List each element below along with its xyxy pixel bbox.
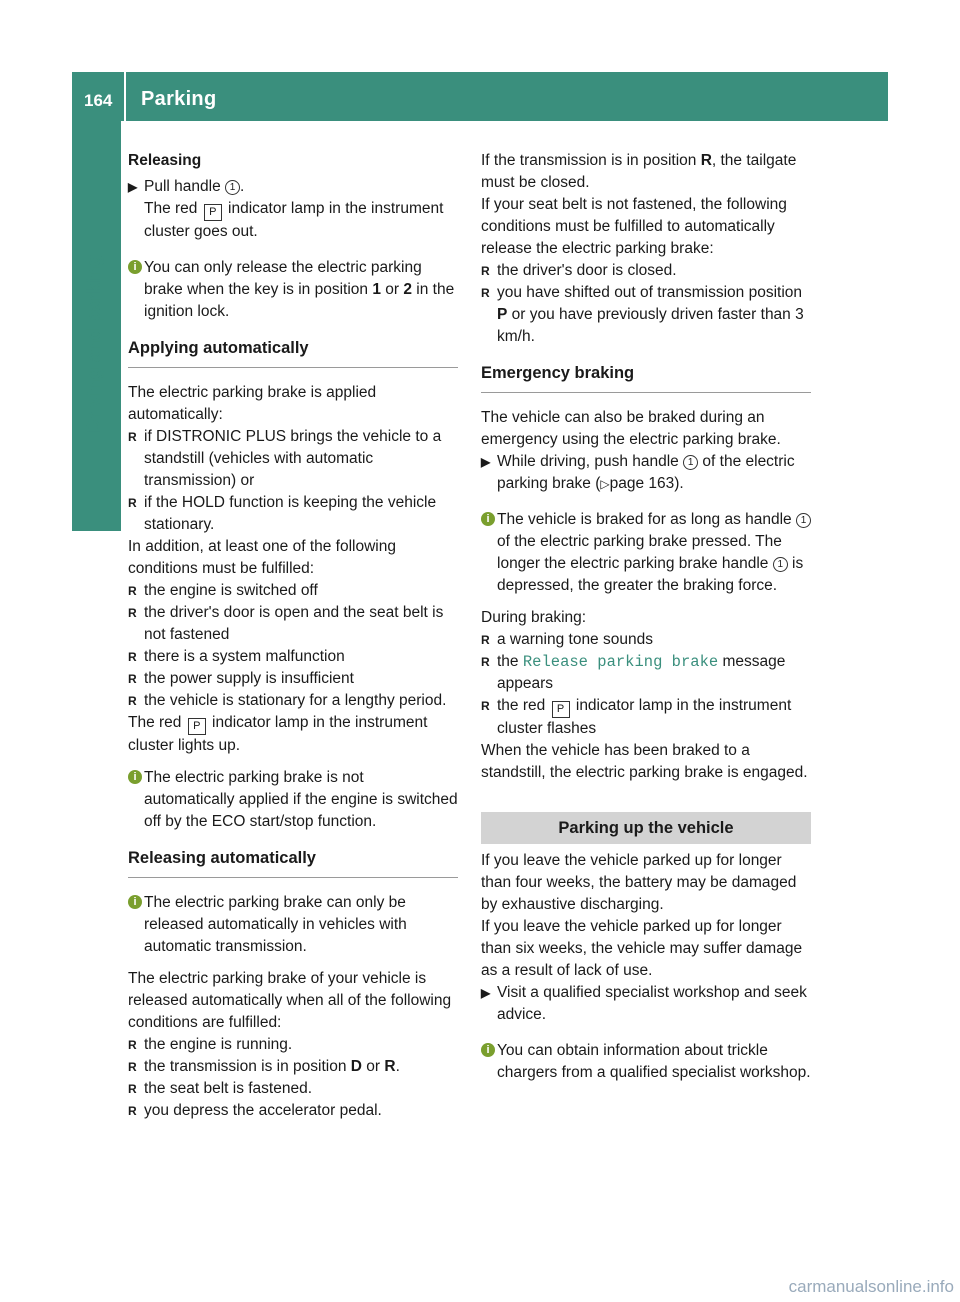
bullet-icon: R — [128, 1038, 137, 1052]
list-item: R the driver's door is closed. — [481, 260, 811, 282]
header-divider — [124, 72, 126, 121]
list-item: R if DISTRONIC PLUS brings the vehicle to a standstill (vehicles with automatic transmission) or — [128, 428, 442, 489]
bullet-icon: R — [481, 699, 490, 713]
bullet-icon: R — [128, 430, 137, 444]
bullet-icon: R — [128, 496, 137, 510]
left-column — [128, 150, 458, 1122]
applying-automatically-title: Applying automatically — [128, 337, 458, 368]
emergency-braking-title: Emergency braking — [481, 362, 811, 393]
info-icon: i — [128, 260, 142, 274]
standstill-text: When the vehicle has been braked to a standstill, the electric parking brake is engaged. — [481, 742, 808, 781]
list-item: R the driver's door is open and the seat belt is not fastened — [128, 604, 444, 643]
info-note: i The electric parking brake is not automatically applied if the engine is switched off by the ECO start/stop function. — [128, 767, 458, 833]
watermark: carmanualsonline.info — [788, 1277, 954, 1296]
bullet-icon: R — [481, 633, 490, 647]
list-item: R if the HOLD function is keeping the vehicle stationary. — [128, 494, 437, 533]
info-note: i The vehicle is braked for as long as handle 1 of the electric parking brake pressed. The longer the electric parking brake handle 1 is depressed, the greater the braking force. — [481, 509, 811, 597]
during-braking-text: During braking: — [481, 609, 587, 626]
seatbelt-text: If your seat belt is not fastened, the following conditions must be fulfilled to automatically release the electric parking brake: — [481, 196, 787, 257]
parking-up-text: If you leave the vehicle parked up for longer than four weeks, the battery may be damaged by exhaustive discharging. — [481, 852, 797, 913]
parking-brake-lamp-icon: P — [204, 204, 222, 221]
list-item: R the Release parking brake message appears — [481, 653, 786, 692]
bullet-icon: R — [128, 1060, 137, 1074]
chapter-label: Driving and parking — [84, 254, 105, 433]
releasing-automatically-title: Releasing automatically — [128, 847, 458, 878]
list-item: R the engine is switched off — [128, 580, 458, 602]
section-title: Parking — [141, 88, 217, 110]
parking-brake-lamp-icon: P — [552, 701, 570, 718]
list-item: R you have shifted out of transmission position P or you have previously driven faster than 3 km/h. — [481, 284, 804, 345]
step-arrow-icon: ▶ — [481, 455, 491, 469]
bullet-icon: R — [128, 1104, 137, 1118]
list-item: R a warning tone sounds — [481, 629, 811, 651]
bullet-icon: R — [128, 606, 137, 620]
emergency-step: ▶ While driving, push handle 1 of the electric parking brake (▷page 163). — [481, 453, 795, 492]
info-icon: i — [128, 770, 142, 784]
parking-brake-lamp-icon: P — [188, 718, 206, 735]
page-reference-icon: ▷ — [600, 477, 610, 491]
list-item: R the seat belt is fastened. — [128, 1078, 458, 1100]
workshop-step: ▶ Visit a qualified specialist workshop and seek advice. — [481, 984, 807, 1023]
list-item: R the engine is running. — [128, 1034, 458, 1056]
step-arrow-icon: ▶ — [481, 986, 491, 1000]
display-message: Release parking brake — [522, 653, 719, 671]
handle-callout-icon: 1 — [773, 557, 788, 572]
parking-up-text: If you leave the vehicle parked up for longer than six weeks, the vehicle may suffer damage as a result of lack of use. — [481, 918, 803, 979]
bullet-icon: R — [481, 264, 490, 278]
info-icon: i — [481, 1043, 495, 1057]
info-icon: i — [481, 512, 495, 526]
info-icon: i — [128, 895, 142, 909]
tailgate-text: If the transmission is in position R, the tailgate must be closed. — [481, 152, 797, 191]
bullet-icon: R — [128, 1082, 137, 1096]
parking-up-title: Parking up the vehicle — [481, 812, 811, 844]
bullet-icon: R — [128, 650, 137, 664]
applying-intro: The electric parking brake is applied automatically: — [128, 384, 377, 423]
list-item: R the power supply is insufficient — [128, 668, 458, 690]
emergency-intro: The vehicle can also be braked during an emergency using the electric parking brake. — [481, 409, 781, 448]
releasing-heading: Releasing — [128, 152, 202, 169]
handle-callout-icon: 1 — [683, 455, 698, 470]
handle-callout-icon: 1 — [796, 513, 811, 528]
bullet-icon: R — [128, 672, 137, 686]
handle-callout-icon: 1 — [225, 180, 240, 195]
releasing-step: ▶ Pull handle 1 . The red P indicator lamp in the instrument cluster goes out. — [128, 178, 444, 240]
bullet-icon: R — [128, 584, 137, 598]
page-reference-link[interactable]: page 163). — [609, 475, 684, 492]
info-note: i The electric parking brake can only be released automatically in vehicles with automatic transmission. — [128, 892, 458, 958]
bullet-icon: R — [481, 286, 490, 300]
list-item: R you depress the accelerator pedal. — [128, 1100, 458, 1122]
page-number: 164 — [84, 91, 113, 110]
release-conditions-intro: The electric parking brake of your vehicle is released automatically when all of the following conditions are fulfilled: — [128, 970, 452, 1031]
step-arrow-icon: ▶ — [128, 180, 138, 194]
bullet-icon: R — [128, 694, 137, 708]
list-item: R the vehicle is stationary for a lengthy period. — [128, 690, 458, 712]
list-item: R the transmission is in position D or R. — [128, 1056, 458, 1078]
list-item: R there is a system malfunction — [128, 646, 458, 668]
list-item: R the red P indicator lamp in the instrument cluster flashes — [481, 697, 792, 737]
addition-text: In addition, at least one of the following conditions must be fulfilled: — [128, 538, 396, 577]
right-column — [481, 150, 811, 1084]
lamp-text: The red P indicator lamp in the instrument cluster lights up. — [128, 714, 428, 754]
info-note: i You can obtain information about trickle chargers from a qualified specialist workshop. — [481, 1040, 811, 1084]
bullet-icon: R — [481, 655, 490, 669]
info-note: i You can only release the electric parking brake when the key is in position 1 or 2 in the ignition lock. — [128, 257, 458, 323]
